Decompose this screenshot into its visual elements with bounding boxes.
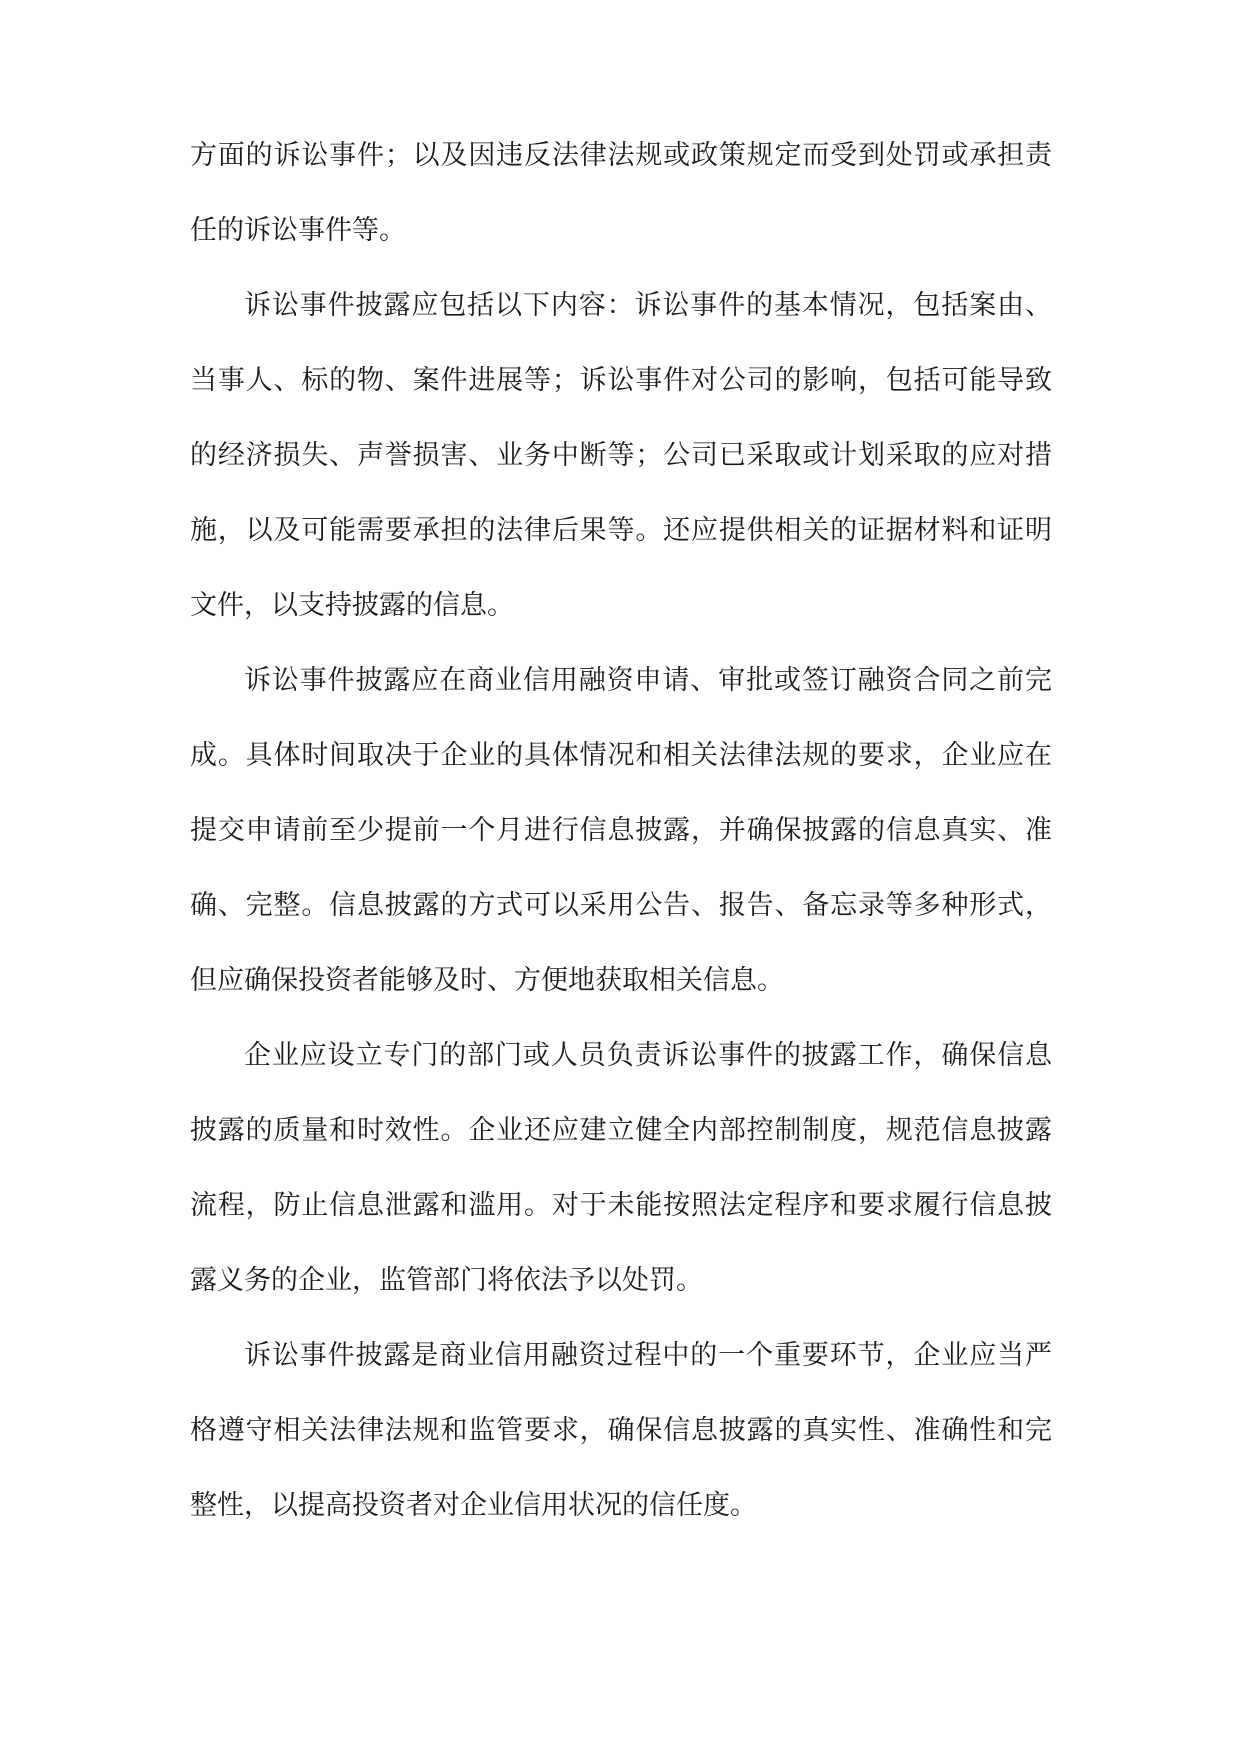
paragraph-4: 企业应设立专门的部门或人员负责诉讼事件的披露工作，确保信息披露的质量和时效性。企业还应建立健全内部控制制度，规范信息披露流程，防止信息泄露和滥用。对于未能按照法定程序和要求履行信息披露义务的企业，监管部门将依法予以处罚。 [190,1040,1052,1296]
document-body [190,118,1052,1543]
paragraph-2: 诉讼事件披露应包括以下内容：诉讼事件的基本情况，包括案由、当事人、标的物、案件进展等；诉讼事件对公司的影响，包括可能导致的经济损失、声誉损害、业务中断等；公司已采取或计划采取的应对措施，以及可能需要承担的法律后果等。还应提供相关的证据材料和证明文件，以支持披露的信息。 [190,290,1052,621]
paragraph-3: 诉讼事件披露应在商业信用融资申请、审批或签订融资合同之前完成。具体时间取决于企业的具体情况和相关法律法规的要求，企业应在提交申请前至少提前一个月进行信息披露，并确保披露的信息真实、准确、完整。信息披露的方式可以采用公告、报告、备忘录等多种形式，但应确保投资者能够及时、方便地获取相关信息。 [190,665,1052,996]
paragraph-5: 诉讼事件披露是商业信用融资过程中的一个重要环节，企业应当严格遵守相关法律法规和监管要求，确保信息披露的真实性、准确性和完整性，以提高投资者对企业信用状况的信任度。 [190,1340,1052,1521]
paragraph-1: 方面的诉讼事件；以及因违反法律法规或政策规定而受到处罚或承担责任的诉讼事件等。 [190,140,1052,246]
